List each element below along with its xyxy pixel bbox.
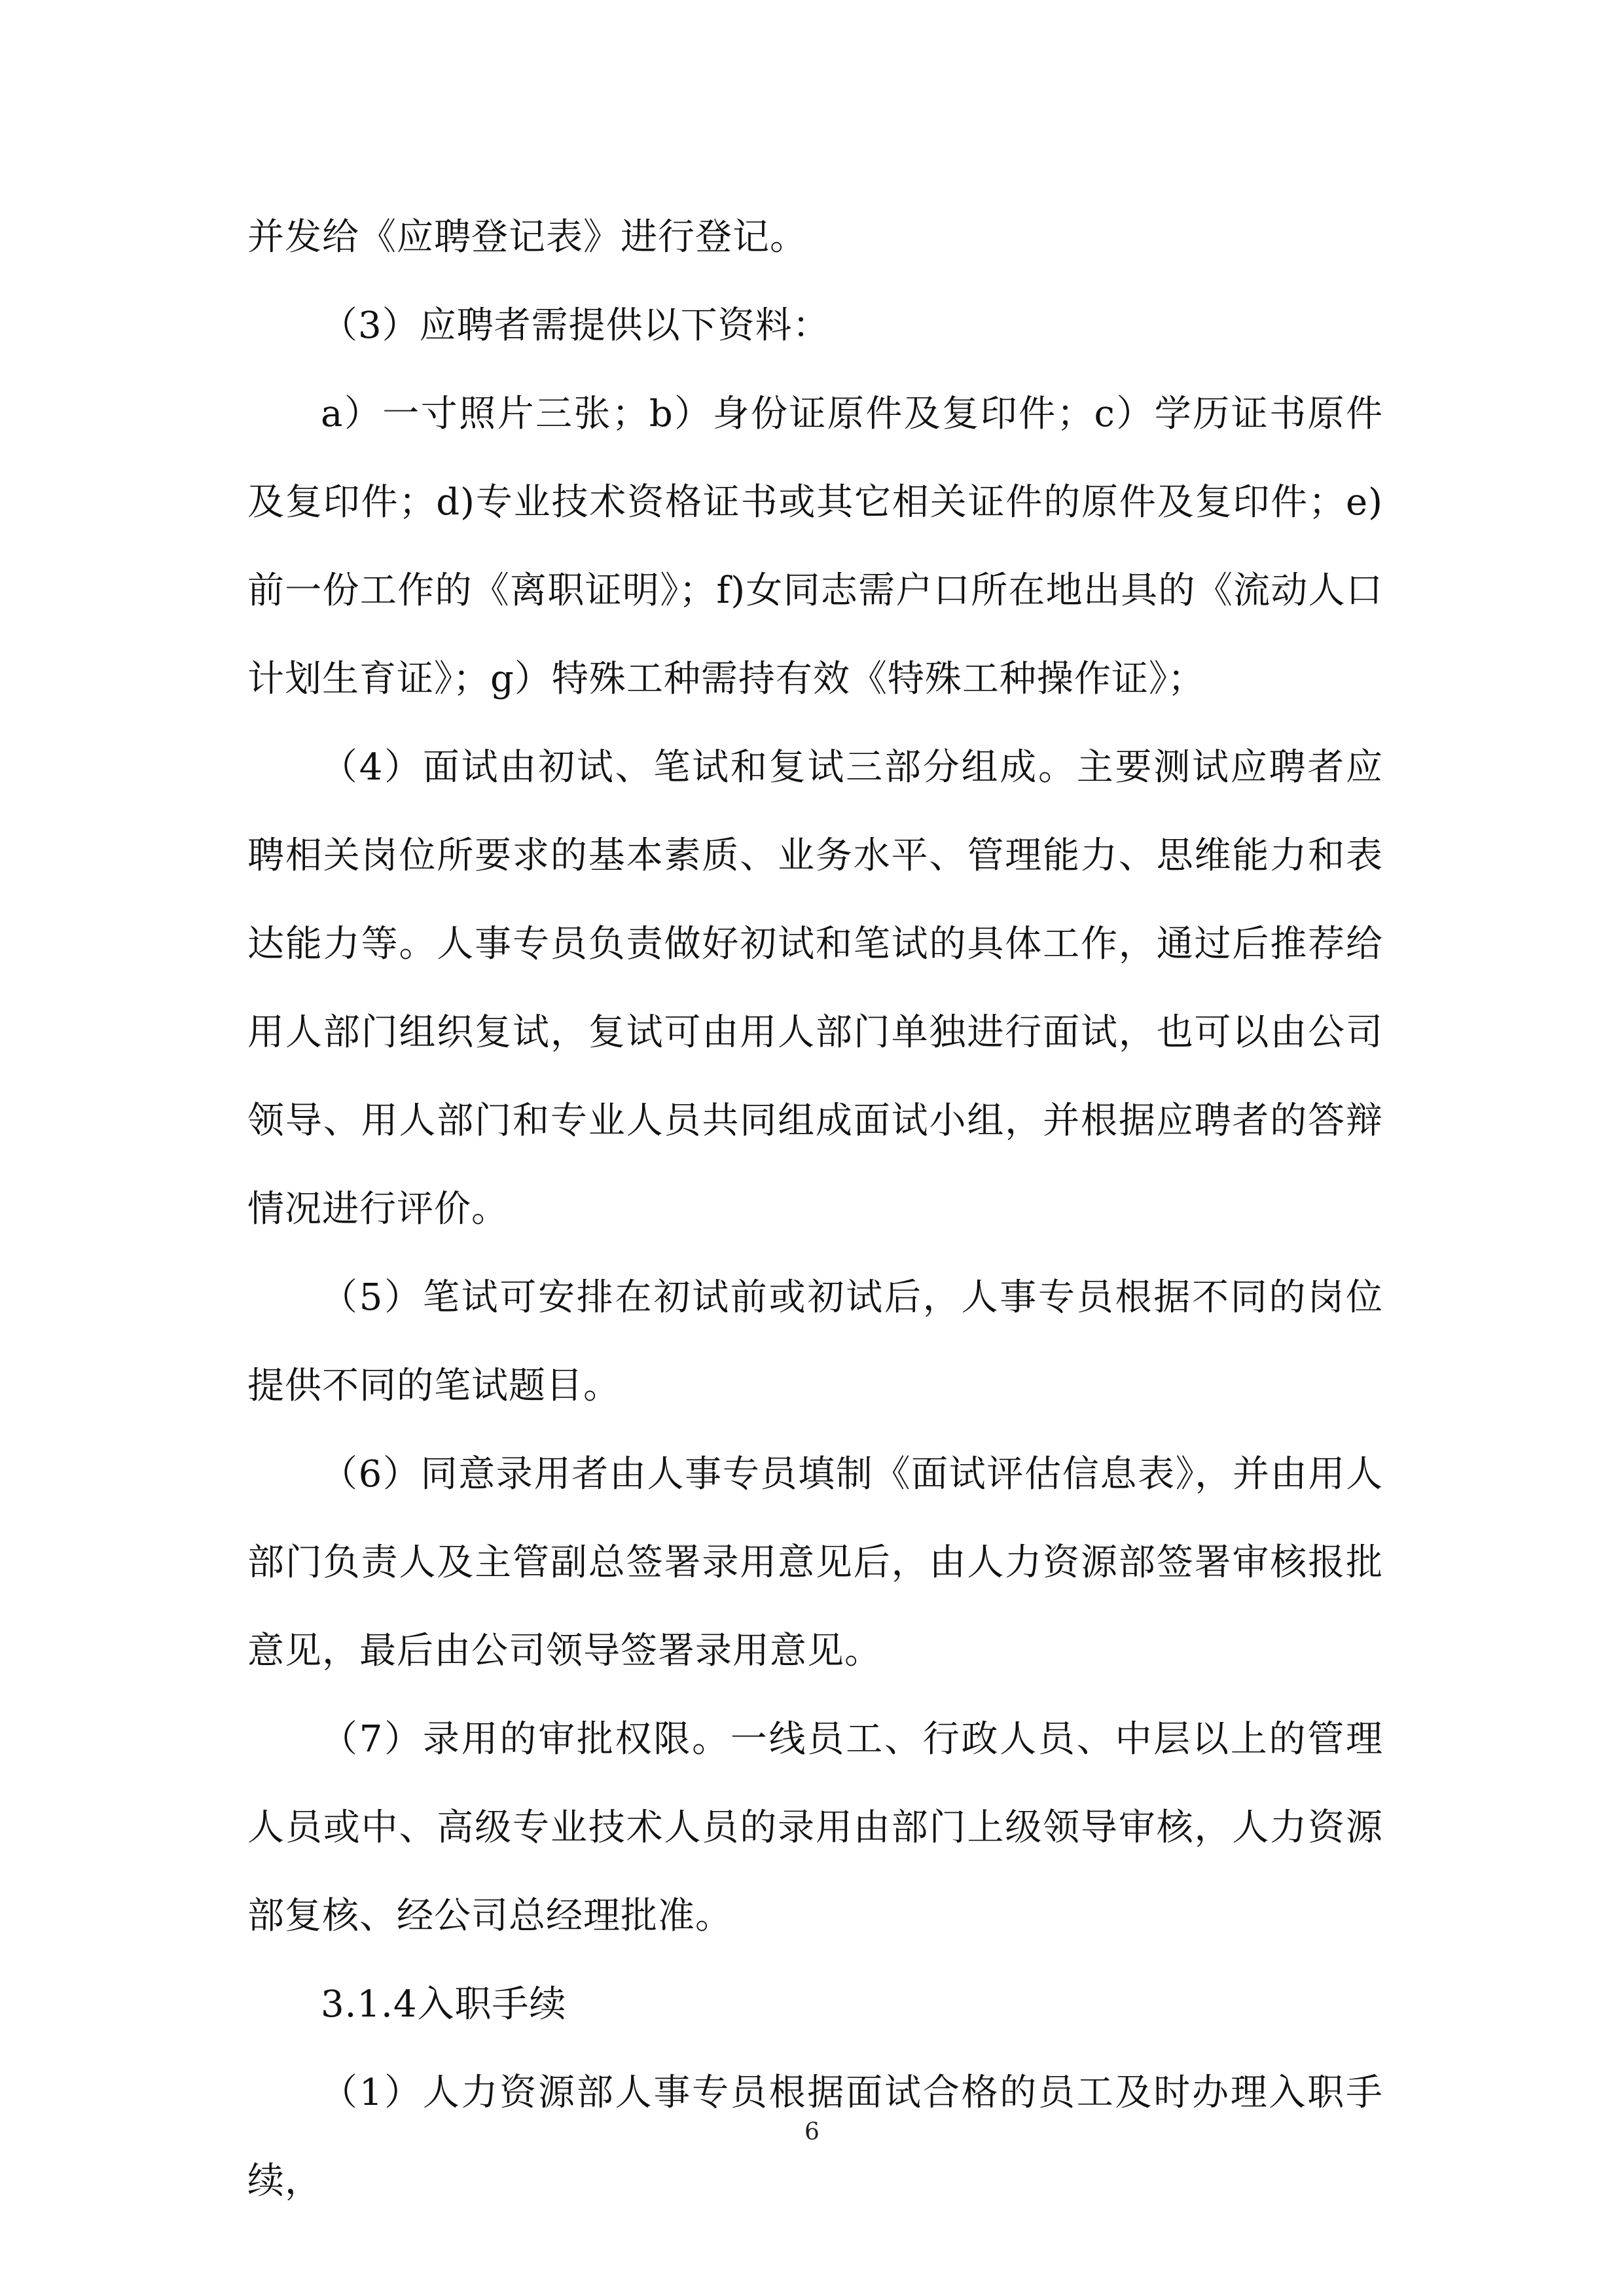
section-heading-3-1-4: 3.1.4入职手续 <box>321 1983 567 2026</box>
paragraph-item-3: （3）应聘者需提供以下资料： <box>321 304 830 347</box>
paragraph-required-documents: a）一寸照片三张；b）身份证原件及复印件；c）学历证书原件及复印件；d)专业技术资格证书或其它相关证件的原件及复印件；e)前一份工作的《离职证明》；f)女同志需户口所在地出具的《流动人口计划生育证》；g）特殊工种需持有效《特殊工种操作证》； <box>247 393 1383 700</box>
document-body <box>247 193 1383 2225</box>
page-number: 6 <box>804 2119 820 2145</box>
paragraph-onboarding-1: （1）人力资源部人事专员根据面试合格的员工及时办理入职手续， <box>247 2072 1383 2202</box>
paragraph-continuation: 并发给《应聘登记表》进行登记。 <box>247 216 807 259</box>
paragraph-item-6: （6）同意录用者由人事专员填制《面试评估信息表》，并由用人部门负责人及主管副总签署录用意见后，由人力资源部签署审核报批意见，最后由公司领导签署录用意见。 <box>247 1453 1383 1672</box>
paragraph-item-7: （7）录用的审批权限。一线员工、行政人员、中层以上的管理人员或中、高级专业技术人员的录用由部门上级领导审核，人力资源部复核、经公司总经理批准。 <box>247 1718 1383 1937</box>
paragraph-item-4: （4）面试由初试、笔试和复试三部分组成。主要测试应聘者应聘相关岗位所要求的基本素质、业务水平、管理能力、思维能力和表达能力等。人事专员负责做好初试和笔试的具体工作，通过后推荐给用人部门组织复试，复试可由用人部门单独进行面试，也可以由公司领导、用人部门和专业人员共同组成面试小组，并根据应聘者的答辩情况进行评价。 <box>247 746 1383 1230</box>
paragraph-item-5: （5）笔试可安排在初试前或初试后，人事专员根据不同的岗位提供不同的笔试题目。 <box>247 1276 1383 1407</box>
